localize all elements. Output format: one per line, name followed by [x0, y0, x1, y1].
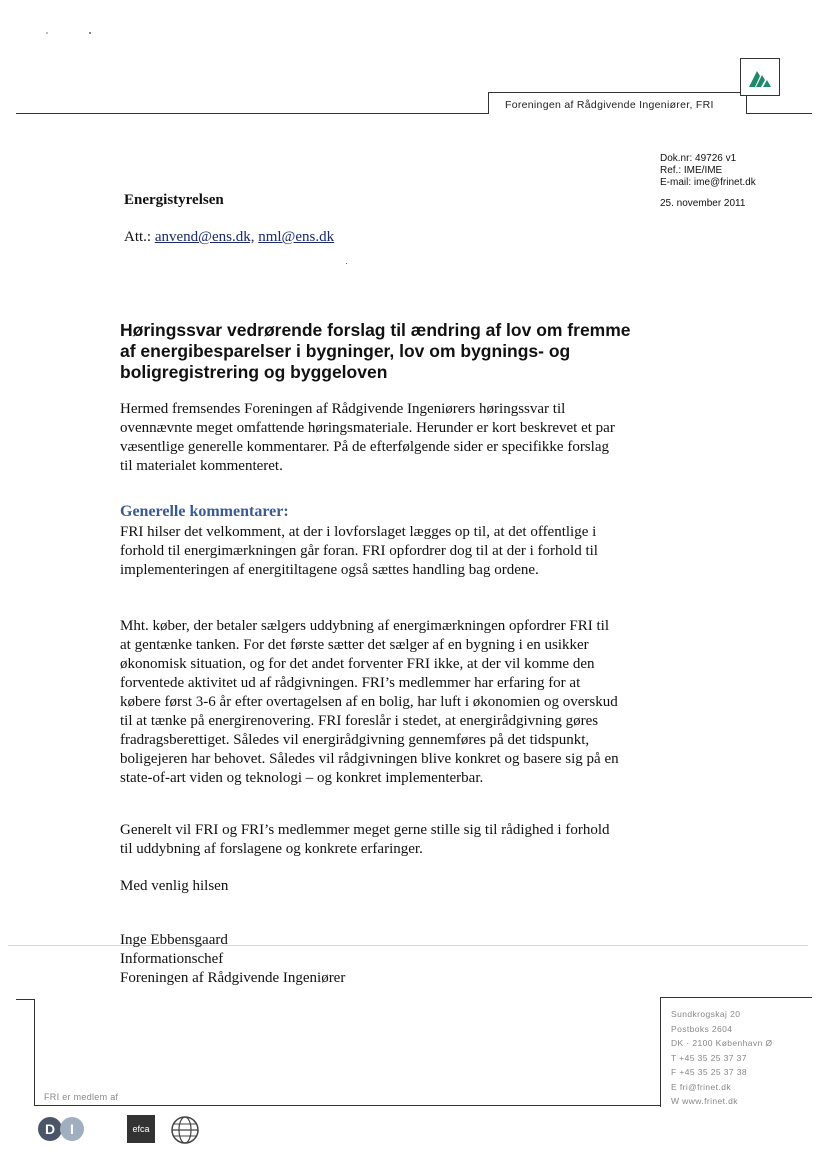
- scan-mark: [46, 32, 48, 34]
- di-logo: [38, 1117, 98, 1143]
- paragraph-3: Generelt vil FRI og FRI’s medlemmer meget gerne stille sig til rådighed i forhold til uddybning af forslagene og konkrete erfaringer.: [120, 822, 610, 857]
- document-date: 25. november 2011: [660, 198, 746, 209]
- footer-rule-left: [34, 999, 35, 1106]
- fri-logo-icon: [741, 59, 779, 95]
- closing: Med venlig hilsen: [120, 878, 229, 894]
- document-meta: [660, 153, 756, 210]
- signature-name: Inge Ebbensgaard: [120, 932, 228, 948]
- scan-dot: [346, 263, 347, 264]
- scan-mark: [89, 32, 91, 34]
- header-rule-step: [488, 92, 489, 114]
- sender-email: E-mail: ime@frinet.dk: [660, 177, 756, 188]
- signature-org: Foreningen af Rådgivende Ingeniører: [120, 970, 346, 986]
- fri-logo: [740, 58, 780, 96]
- document-title: Høringssvar vedrørende forslag til ændring af lov om fremme af energibesparelser i bygninger, lov om bygnings- og boligregistrering og byggeloven: [120, 320, 631, 382]
- header-rule-left: [16, 113, 488, 114]
- attention-label: Att.:: [124, 229, 152, 245]
- efca-logo: efca: [127, 1115, 155, 1143]
- header-rule-top: [488, 92, 746, 93]
- address-web: W www.frinet.dk: [671, 1096, 738, 1106]
- address-email: E fri@frinet.dk: [671, 1081, 731, 1092]
- footer-rule-left-bottom: [34, 1105, 660, 1106]
- doc-number: Dok.nr: 49726 v1: [660, 153, 737, 164]
- member-label: FRI er medlem af: [44, 1092, 119, 1102]
- footer-rule-right-top: [660, 997, 812, 998]
- paragraph-2: Mht. køber, der betaler sælgers uddybning af energimærkningen opfordrer FRI til at gentænke tanken. For det første sætter det sælger af en bygning i en usikker økonomisk situation, og for det andet forventer FRI ikke, at der vil komme den forventede aktivitet ud af rådgivningen. FRI’s medlemmer har erfaring for at købere først 3-6 år efter overtagelsen af en bolig, har luft i økonomien og overskud til at tænke på energirenovering. FRI foreslår i stedet, at energirådgivning gøres fradragsberettiget. Således vil energirådgivning gennemføres på det tidspunkt, boligejeren har behovet. Således vil rådgivningen blive konkret og basere sig på en state-of-art viden og teknologi – og konkret implementerbar.: [120, 618, 619, 786]
- di-logo-d: D: [38, 1117, 62, 1141]
- section-heading: Generelle kommentarer:: [120, 503, 289, 520]
- signature-block: [120, 931, 620, 988]
- footer-address: [671, 1007, 772, 1109]
- header-org-name: Foreningen af Rådgivende Ingeniører, FRI: [505, 99, 714, 111]
- footer-rule-left-top: [16, 999, 34, 1000]
- recipient-name: Energistyrelsen: [124, 192, 224, 208]
- intro-paragraph: Hermed fremsendes Foreningen af Rådgivende Ingeniørers høringssvar til ovennævnte meget omfattende høringsmateriale. Herunder er kort beskrevet et par væsentlige generelle kommentarer. På de efterfølgende sider er specifikke forslag til materialet kommenteret.: [120, 401, 615, 474]
- signature-position: Informationschef: [120, 951, 224, 967]
- address-city: DK · 2100 København Ø: [671, 1038, 773, 1048]
- address-phone: T +45 35 25 37 37: [671, 1052, 747, 1063]
- attention-line: [124, 229, 334, 246]
- fidic-globe-icon: [170, 1115, 200, 1145]
- address-box: Postboks 2604: [671, 1023, 733, 1034]
- footer-rule-right: [660, 997, 661, 1107]
- address-fax: F +45 35 25 37 38: [671, 1067, 748, 1077]
- fidic-logo: [170, 1115, 200, 1150]
- attention-email-2[interactable]: nml@ens.dk: [258, 229, 335, 245]
- paragraph-1: FRI hilser det velkomment, at der i lovforslaget lægges op til, at det offentlige i forhold til energimærkningen går foran. FRI opfordrer dog til at der i forhold til implementeringen af energitiltagene også sættes handling bag ordene.: [120, 524, 598, 578]
- address-street: Sundkrogskaj 20: [671, 1009, 741, 1019]
- header-rule-right: [746, 113, 812, 114]
- reference: Ref.: IME/IME: [660, 165, 723, 176]
- attention-email-1[interactable]: anvend@ens.dk,: [154, 229, 255, 245]
- di-logo-i: I: [60, 1117, 84, 1141]
